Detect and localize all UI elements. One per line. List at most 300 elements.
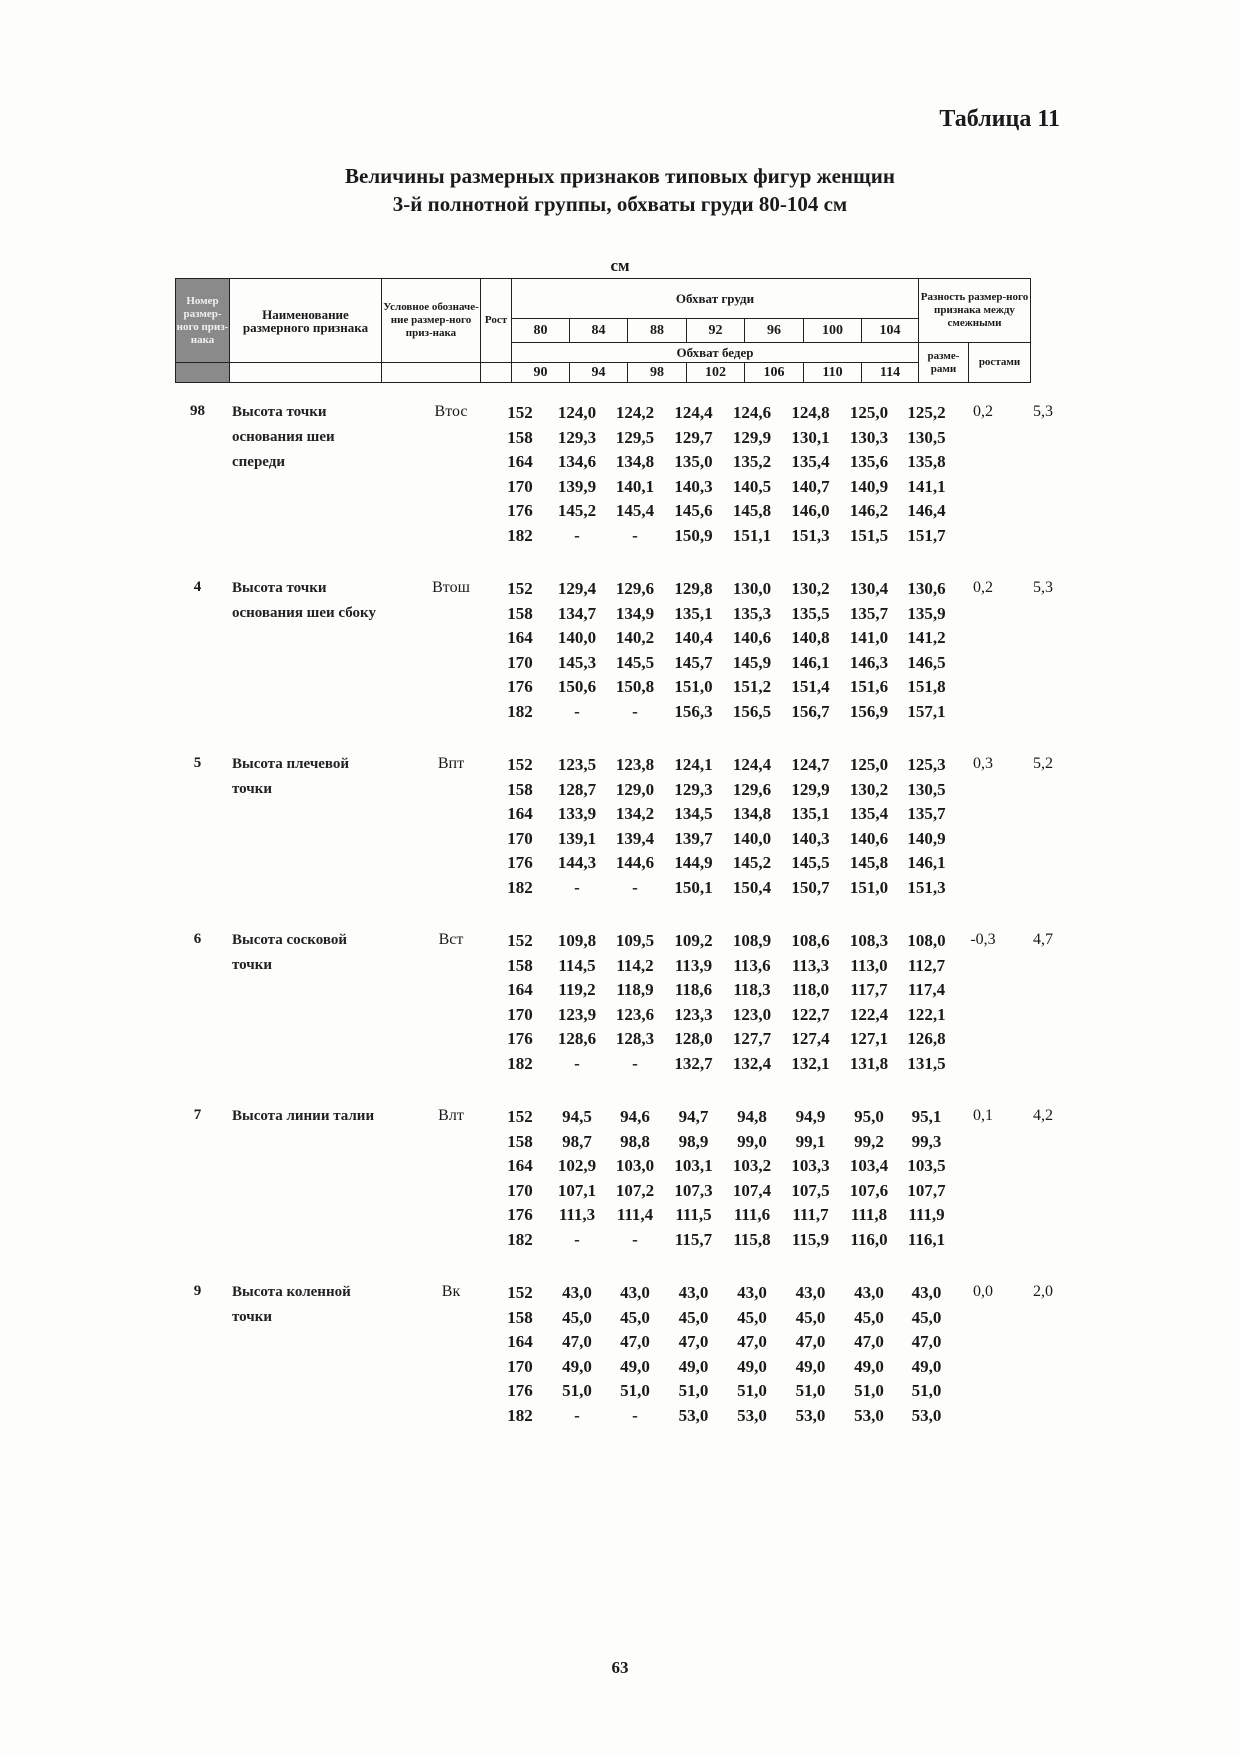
table-cell: 103,0 bbox=[615, 1156, 655, 1175]
table-cell: 43,0 bbox=[737, 1283, 767, 1302]
height-value: 152 bbox=[507, 755, 533, 774]
table-cell: 140,0 bbox=[732, 828, 772, 848]
table-cell: 47,0 bbox=[562, 1332, 592, 1351]
feature-name: Высота линии талии bbox=[232, 1108, 375, 1124]
table-cell: 113,0 bbox=[850, 955, 888, 975]
height-value: 176 bbox=[507, 677, 533, 696]
table-cell: 139,7 bbox=[674, 828, 713, 848]
diff-between-heights: 5,3 bbox=[1033, 403, 1053, 420]
table-cell: 128,7 bbox=[557, 779, 597, 799]
table-cell: 119,2 bbox=[558, 980, 596, 999]
table-cell: - bbox=[632, 877, 638, 897]
table-cell: 118,6 bbox=[674, 980, 713, 999]
measurement-group bbox=[175, 400, 1065, 576]
header-diff-sizes: разме-рами bbox=[919, 343, 969, 383]
table-cell: 146,3 bbox=[849, 652, 889, 672]
table-cell: 49,0 bbox=[620, 1356, 650, 1376]
table-cell: 98,9 bbox=[678, 1131, 709, 1151]
table-cell: 124,0 bbox=[557, 403, 597, 422]
table-cell: 135,8 bbox=[907, 452, 946, 471]
table-cell: 47,0 bbox=[854, 1332, 884, 1351]
table-cell: 130,5 bbox=[907, 779, 946, 799]
height-value: 164 bbox=[507, 452, 533, 471]
table-cell: 146,0 bbox=[791, 501, 830, 520]
height-value: 164 bbox=[507, 980, 533, 999]
table-cell: 157,1 bbox=[907, 701, 946, 721]
table-cell: 146,5 bbox=[907, 652, 946, 672]
diff-between-sizes: 0,3 bbox=[973, 755, 993, 772]
feature-number: 4 bbox=[193, 579, 202, 595]
table-cell: 150,7 bbox=[791, 877, 830, 897]
table-cell: - bbox=[632, 525, 638, 545]
measurement-group bbox=[175, 1280, 1065, 1456]
hips-value: 110 bbox=[804, 363, 862, 383]
table-cell: 122,1 bbox=[907, 1004, 946, 1024]
table-cell: 99,0 bbox=[737, 1131, 767, 1151]
table-cell: - bbox=[574, 1053, 580, 1073]
feature-name: Высота сосковой точки bbox=[232, 932, 348, 973]
table-cell: 123,9 bbox=[557, 1004, 597, 1024]
table-cell: 150,1 bbox=[674, 877, 713, 897]
table-cell: 109,8 bbox=[557, 931, 597, 950]
table-cell: 99,2 bbox=[854, 1131, 884, 1151]
measurement-group bbox=[175, 752, 1065, 928]
table-cell: 111,7 bbox=[792, 1205, 829, 1224]
table-cell: 151,5 bbox=[849, 525, 889, 545]
table-cell: 151,1 bbox=[732, 525, 772, 545]
diff-between-sizes: -0,3 bbox=[970, 931, 996, 948]
table-cell: 134,6 bbox=[557, 452, 597, 471]
table-cell: 107,4 bbox=[732, 1180, 772, 1200]
table-cell: 103,1 bbox=[674, 1156, 713, 1175]
measurement-group bbox=[175, 1104, 1065, 1280]
table-cell: 49,0 bbox=[737, 1356, 767, 1376]
height-value: 176 bbox=[507, 1029, 533, 1048]
table-cell: 43,0 bbox=[620, 1283, 650, 1302]
diff-between-sizes: 0,2 bbox=[973, 403, 993, 420]
table-cell: 135,3 bbox=[732, 603, 772, 623]
height-value: 158 bbox=[507, 955, 533, 975]
table-cell: 129,8 bbox=[674, 579, 713, 598]
table-cell: 141,0 bbox=[849, 628, 889, 647]
table-cell: 151,0 bbox=[849, 877, 889, 897]
height-value: 170 bbox=[507, 1180, 533, 1200]
table-label: Таблица 11 bbox=[939, 106, 1060, 132]
feature-name: Высота точки основания шеи спереди bbox=[232, 404, 335, 470]
table-cell: 111,8 bbox=[850, 1205, 888, 1224]
table-cell: 130,2 bbox=[791, 579, 830, 598]
table-cell: 130,2 bbox=[849, 779, 889, 799]
table-cell: 109,5 bbox=[615, 931, 655, 950]
table-cell: 150,8 bbox=[615, 677, 655, 696]
table-cell: 49,0 bbox=[678, 1356, 709, 1376]
table-cell: 150,6 bbox=[557, 677, 597, 696]
table-cell: 122,4 bbox=[849, 1004, 889, 1024]
table-cell: 145,4 bbox=[615, 501, 655, 520]
table-cell: 150,4 bbox=[732, 877, 772, 897]
chest-value: 104 bbox=[862, 319, 919, 343]
table-cell: 127,4 bbox=[791, 1029, 830, 1048]
table-cell: 124,1 bbox=[674, 755, 713, 774]
table-cell: 43,0 bbox=[678, 1283, 709, 1302]
table-cell: - bbox=[574, 701, 580, 721]
table-cell: 108,9 bbox=[732, 931, 772, 950]
diff-between-heights: 5,2 bbox=[1033, 755, 1053, 772]
table-cell: 108,6 bbox=[791, 931, 830, 950]
height-value: 176 bbox=[507, 501, 533, 520]
height-value: 152 bbox=[507, 403, 533, 422]
height-value: 182 bbox=[507, 525, 533, 545]
table-cell: 51,0 bbox=[854, 1381, 884, 1400]
table-cell: 51,0 bbox=[737, 1381, 767, 1400]
feature-code: Вк bbox=[441, 1283, 461, 1300]
table-cell: 131,8 bbox=[849, 1053, 889, 1073]
chest-value: 100 bbox=[804, 319, 862, 343]
header-hips: Обхват бедер bbox=[512, 343, 919, 363]
height-value: 158 bbox=[507, 427, 533, 447]
feature-code: Впт bbox=[437, 755, 465, 772]
height-value: 170 bbox=[507, 1356, 533, 1376]
table-cell: 107,5 bbox=[791, 1180, 830, 1200]
table-cell: 140,7 bbox=[791, 476, 830, 496]
table-cell: 151,2 bbox=[732, 677, 772, 696]
table-cell: 140,6 bbox=[732, 628, 772, 647]
table-cell: 99,3 bbox=[911, 1131, 942, 1151]
table-cell: 49,0 bbox=[795, 1356, 826, 1376]
table-cell: 135,7 bbox=[849, 603, 889, 623]
diff-between-heights: 5,3 bbox=[1033, 579, 1053, 596]
table-cell: 118,0 bbox=[791, 980, 830, 999]
table-cell: 107,2 bbox=[615, 1180, 655, 1200]
table-cell: 115,9 bbox=[791, 1229, 830, 1249]
table-cell: 117,7 bbox=[850, 980, 888, 999]
table-cell: 114,5 bbox=[558, 955, 596, 975]
table-cell: 94,9 bbox=[795, 1107, 826, 1126]
table-cell: 94,7 bbox=[678, 1107, 709, 1126]
hips-value: 102 bbox=[687, 363, 745, 383]
table-cell: 135,2 bbox=[732, 452, 772, 471]
height-value: 176 bbox=[507, 1381, 533, 1400]
table-cell: 135,7 bbox=[907, 804, 946, 823]
table-cell: 47,0 bbox=[737, 1332, 767, 1351]
table-cell: 107,1 bbox=[557, 1180, 597, 1200]
table-cell: 115,8 bbox=[733, 1229, 771, 1249]
table-cell: 131,5 bbox=[907, 1053, 946, 1073]
table-cell: 135,6 bbox=[849, 452, 889, 471]
table-cell: 132,7 bbox=[674, 1053, 713, 1073]
table-cell: 98,7 bbox=[562, 1131, 592, 1151]
table-cell: 103,2 bbox=[732, 1156, 772, 1175]
table-cell: 125,2 bbox=[907, 403, 946, 422]
table-cell: 53,0 bbox=[737, 1405, 767, 1425]
table-cell: 151,8 bbox=[907, 677, 946, 696]
table-cell: 123,6 bbox=[615, 1004, 655, 1024]
table-cell: 43,0 bbox=[562, 1283, 592, 1302]
table-cell: 145,2 bbox=[557, 501, 597, 520]
feature-code: Втос bbox=[434, 403, 468, 420]
feature-number: 6 bbox=[193, 931, 202, 947]
table-cell: 135,1 bbox=[791, 804, 830, 823]
chest-value: 92 bbox=[687, 319, 745, 343]
table-cell: 113,9 bbox=[674, 955, 713, 975]
feature-number: 98 bbox=[190, 403, 205, 419]
table-cell: 51,0 bbox=[562, 1381, 592, 1400]
table-cell: 113,3 bbox=[791, 955, 830, 975]
table-cell: 111,3 bbox=[558, 1205, 596, 1224]
height-value: 158 bbox=[507, 779, 533, 799]
table-cell: 111,5 bbox=[675, 1205, 712, 1224]
table-cell: 114,2 bbox=[616, 955, 654, 975]
table-cell: 94,8 bbox=[737, 1107, 767, 1126]
table-cell: 98,8 bbox=[620, 1131, 650, 1151]
table-cell: 43,0 bbox=[911, 1283, 942, 1302]
table-cell: 130,1 bbox=[791, 427, 830, 447]
table-cell: 151,6 bbox=[849, 677, 889, 696]
header-num: Номер размер-ного приз-нака bbox=[176, 279, 230, 363]
table-cell: 140,3 bbox=[674, 476, 713, 496]
table-cell: 112,7 bbox=[907, 955, 946, 975]
table-cell: 132,1 bbox=[791, 1053, 830, 1073]
chest-value: 96 bbox=[745, 319, 804, 343]
table-cell: 135,4 bbox=[849, 804, 889, 823]
table-cell: 151,0 bbox=[674, 677, 713, 696]
table-cell: 125,3 bbox=[907, 755, 946, 774]
table-cell: 95,1 bbox=[911, 1107, 942, 1126]
table-cell: 53,0 bbox=[854, 1405, 884, 1425]
height-value: 152 bbox=[507, 931, 533, 950]
table-cell: - bbox=[632, 1229, 638, 1249]
table-cell: 45,0 bbox=[562, 1307, 592, 1327]
height-value: 164 bbox=[507, 628, 533, 647]
table-cell: 139,9 bbox=[557, 476, 597, 496]
height-value: 164 bbox=[507, 1156, 533, 1175]
table-title bbox=[300, 162, 940, 218]
table-cell: 107,6 bbox=[849, 1180, 889, 1200]
table-cell: 129,9 bbox=[732, 427, 772, 447]
table-cell: 116,0 bbox=[850, 1229, 888, 1249]
table-cell: 45,0 bbox=[795, 1307, 826, 1327]
table-cell: 130,4 bbox=[849, 579, 889, 598]
table-cell: 135,0 bbox=[674, 452, 713, 471]
table-cell: 146,1 bbox=[907, 853, 946, 872]
table-cell: 140,9 bbox=[907, 828, 946, 848]
table-cell: 113,6 bbox=[733, 955, 771, 975]
table-cell: 145,6 bbox=[674, 501, 713, 520]
table-cell: 124,2 bbox=[615, 403, 655, 422]
table-cell: 103,3 bbox=[791, 1156, 830, 1175]
table-cell: 146,1 bbox=[791, 652, 830, 672]
table-cell: 124,4 bbox=[732, 755, 772, 774]
measurement-group bbox=[175, 928, 1065, 1104]
table-cell: 140,3 bbox=[791, 828, 830, 848]
table-cell: 145,7 bbox=[674, 652, 713, 672]
table-cell: 140,2 bbox=[615, 628, 655, 647]
hips-value: 98 bbox=[628, 363, 687, 383]
feature-name: Высота плечевой точки bbox=[232, 756, 350, 797]
table-cell: 144,9 bbox=[674, 853, 713, 872]
height-value: 152 bbox=[507, 579, 533, 598]
table-cell: 145,5 bbox=[615, 652, 655, 672]
table-cell: 45,0 bbox=[678, 1307, 709, 1327]
height-value: 182 bbox=[507, 701, 533, 721]
table-cell: 43,0 bbox=[795, 1283, 826, 1302]
height-value: 164 bbox=[507, 1332, 533, 1351]
table-cell: 130,6 bbox=[907, 579, 946, 598]
table-cell: 47,0 bbox=[620, 1332, 650, 1351]
hips-value: 94 bbox=[570, 363, 628, 383]
table-cell: 47,0 bbox=[795, 1332, 826, 1351]
table-cell: 45,0 bbox=[911, 1307, 942, 1327]
table-cell: 49,0 bbox=[562, 1356, 592, 1376]
chest-value: 88 bbox=[628, 319, 687, 343]
diff-between-heights: 2,0 bbox=[1033, 1283, 1053, 1300]
table-cell: 141,2 bbox=[907, 628, 946, 647]
table-cell: 146,4 bbox=[907, 501, 946, 520]
table-cell: 116,1 bbox=[907, 1229, 946, 1249]
table-cell: 145,8 bbox=[732, 501, 772, 520]
table-cell: 53,0 bbox=[795, 1405, 826, 1425]
table-cell: 139,1 bbox=[557, 828, 597, 848]
table-cell: 145,5 bbox=[791, 853, 830, 872]
table-cell: 124,8 bbox=[791, 403, 830, 422]
table-cell: 107,3 bbox=[674, 1180, 713, 1200]
table-cell: 132,4 bbox=[732, 1053, 772, 1073]
table-cell: 53,0 bbox=[678, 1405, 709, 1425]
feature-number: 5 bbox=[193, 755, 202, 771]
header-name: Наименование размерного признака bbox=[230, 279, 382, 363]
table-cell: 150,9 bbox=[674, 525, 713, 545]
table-cell: 135,1 bbox=[674, 603, 713, 623]
feature-code: Влт bbox=[438, 1107, 464, 1124]
table-cell: 129,4 bbox=[557, 579, 597, 598]
table-cell: 45,0 bbox=[620, 1307, 650, 1327]
height-value: 182 bbox=[507, 877, 533, 897]
table-cell: 134,8 bbox=[615, 452, 655, 471]
table-cell: 151,4 bbox=[791, 677, 830, 696]
table-cell: 94,6 bbox=[620, 1107, 650, 1126]
hips-value: 106 bbox=[745, 363, 804, 383]
table-cell: 117,4 bbox=[907, 980, 946, 999]
table-cell: 127,1 bbox=[849, 1029, 889, 1048]
table-cell: 107,7 bbox=[907, 1180, 946, 1200]
table-cell: 124,6 bbox=[732, 403, 772, 422]
table-cell: - bbox=[632, 701, 638, 721]
table-cell: 129,7 bbox=[674, 427, 713, 447]
table-cell: 51,0 bbox=[678, 1381, 709, 1400]
table-cell: 134,2 bbox=[615, 804, 655, 823]
table-cell: 111,4 bbox=[616, 1205, 654, 1224]
table-cell: - bbox=[574, 1405, 580, 1425]
table-cell: 94,5 bbox=[562, 1107, 592, 1126]
table-cell: 145,2 bbox=[732, 853, 772, 872]
table-cell: 129,9 bbox=[791, 779, 830, 799]
height-value: 158 bbox=[507, 1131, 533, 1151]
table-cell: 129,0 bbox=[615, 779, 655, 799]
table-cell: - bbox=[574, 877, 580, 897]
header-code: Условное обозначе-ние размер-ного приз-нака bbox=[382, 279, 481, 363]
table-cell: 122,7 bbox=[791, 1004, 830, 1024]
unit-label: см bbox=[610, 256, 630, 275]
height-value: 182 bbox=[507, 1229, 533, 1249]
table-cell: 43,0 bbox=[854, 1283, 884, 1302]
table-cell: 141,1 bbox=[907, 476, 946, 496]
table-cell: 123,0 bbox=[732, 1004, 772, 1024]
table-cell: 144,6 bbox=[615, 853, 655, 872]
height-value: 170 bbox=[507, 652, 533, 672]
diff-between-sizes: 0,1 bbox=[973, 1107, 993, 1124]
table-cell: 135,9 bbox=[907, 603, 946, 623]
table-cell: 129,5 bbox=[615, 427, 655, 447]
table-cell: 118,9 bbox=[616, 980, 654, 999]
chest-value: 80 bbox=[512, 319, 570, 343]
table-cell: 51,0 bbox=[620, 1381, 650, 1400]
table-cell: 124,7 bbox=[791, 755, 830, 774]
table-cell: 140,4 bbox=[674, 628, 713, 647]
table-cell: 151,3 bbox=[907, 877, 946, 897]
feature-number: 7 bbox=[193, 1107, 202, 1123]
table-cell: 123,8 bbox=[615, 755, 655, 774]
table-cell: 127,7 bbox=[732, 1029, 772, 1048]
table-cell: 145,8 bbox=[849, 853, 889, 872]
diff-between-sizes: 0,0 bbox=[973, 1283, 993, 1300]
height-value: 176 bbox=[507, 1205, 533, 1224]
table-cell: 156,7 bbox=[791, 701, 830, 721]
table-cell: 128,6 bbox=[557, 1029, 597, 1048]
table-cell: 140,0 bbox=[557, 628, 597, 647]
table-cell: 151,7 bbox=[907, 525, 946, 545]
diff-between-heights: 4,7 bbox=[1033, 931, 1053, 948]
table-cell: 128,0 bbox=[674, 1029, 713, 1048]
table-cell: 45,0 bbox=[737, 1307, 767, 1327]
table-cell: - bbox=[632, 1053, 638, 1073]
table-cell: 95,0 bbox=[854, 1107, 884, 1126]
table-cell: 156,5 bbox=[732, 701, 772, 721]
hips-value: 114 bbox=[862, 363, 919, 383]
table-cell: 145,3 bbox=[557, 652, 597, 672]
table-cell: 108,0 bbox=[907, 931, 946, 950]
table-cell: 124,4 bbox=[674, 403, 713, 422]
table-cell: 51,0 bbox=[911, 1381, 942, 1400]
table-cell: 99,1 bbox=[795, 1131, 826, 1151]
table-cell: 140,6 bbox=[849, 828, 889, 848]
table-cell: 145,9 bbox=[732, 652, 772, 672]
table-cell: 129,3 bbox=[557, 427, 597, 447]
hips-values-row bbox=[176, 363, 1031, 383]
table-cell: 47,0 bbox=[911, 1332, 942, 1351]
table-cell: 49,0 bbox=[911, 1356, 942, 1376]
table-cell: 134,7 bbox=[557, 603, 597, 623]
table-cell: 125,0 bbox=[849, 403, 889, 422]
height-value: 170 bbox=[507, 828, 533, 848]
table-cell: 111,6 bbox=[733, 1205, 771, 1224]
table-cell: 47,0 bbox=[678, 1332, 709, 1351]
table-cell: 156,3 bbox=[674, 701, 713, 721]
chest-value: 84 bbox=[570, 319, 628, 343]
table-cell: 49,0 bbox=[854, 1356, 884, 1376]
table-cell: 128,3 bbox=[615, 1029, 655, 1048]
table-cell: 134,5 bbox=[674, 804, 713, 823]
table-cell: 129,6 bbox=[615, 579, 655, 598]
height-value: 176 bbox=[507, 853, 533, 872]
height-value: 152 bbox=[507, 1283, 533, 1302]
table-header bbox=[175, 278, 1031, 383]
height-value: 170 bbox=[507, 476, 533, 496]
table-cell: 103,5 bbox=[907, 1156, 946, 1175]
table-cell: 45,0 bbox=[854, 1307, 884, 1327]
header-diff: Разность размер-ного признака между смежными bbox=[919, 279, 1031, 343]
diff-between-sizes: 0,2 bbox=[973, 579, 993, 596]
table-cell: 102,9 bbox=[557, 1156, 597, 1175]
